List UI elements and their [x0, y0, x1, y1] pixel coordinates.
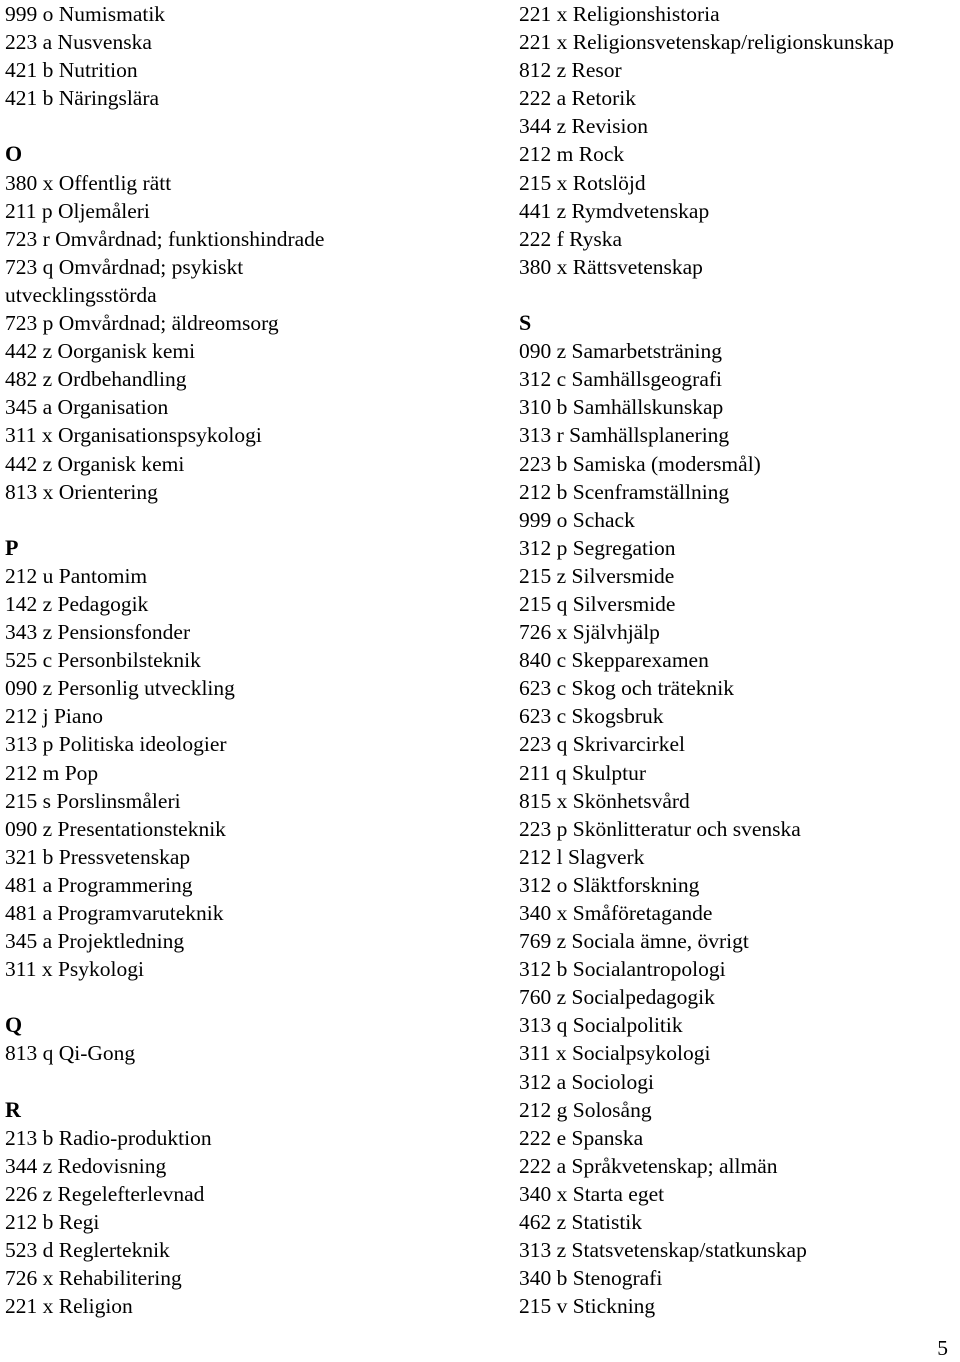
index-entry: 312 b Socialantropologi — [519, 957, 726, 982]
index-entry: 215 x Rotslöjd — [519, 170, 646, 195]
index-entry: 380 x Offentlig rätt — [5, 170, 172, 195]
index-entry: 223 q Skrivarcirkel — [519, 732, 685, 757]
index-entry: 311 x Socialpsykologi — [519, 1041, 711, 1066]
index-entry: 212 b Scenframställning — [519, 479, 730, 504]
index-entry: 090 z Presentationsteknik — [5, 816, 226, 841]
index-entry: 442 z Organisk kemi — [5, 451, 185, 476]
index-entry: 313 p Politiska ideologier — [5, 732, 227, 757]
left-column — [5, 0, 505, 1320]
index-entry: 421 b Nutrition — [5, 58, 138, 83]
index-entry: 212 u Pantomim — [5, 563, 148, 588]
section-letter-heading: R — [5, 1096, 21, 1122]
index-entry: 726 x Rehabilitering — [5, 1266, 182, 1291]
index-entry: 343 z Pensionsfonder — [5, 620, 191, 645]
blank-line — [5, 112, 505, 140]
index-entry: 222 a Språkvetenskap; allmän — [519, 1153, 778, 1178]
index-entry: 623 c Skogsbruk — [519, 704, 664, 729]
index-entry: 222 a Retorik — [519, 86, 637, 111]
index-entry: 769 z Sociala ämne, övrigt — [519, 929, 749, 954]
index-entry: 215 q Silversmide — [519, 591, 676, 616]
index-entry: 310 b Samhällskunskap — [519, 395, 724, 420]
section-letter-heading: O — [5, 141, 23, 167]
index-entry: 442 z Oorganisk kemi — [5, 339, 196, 364]
index-entry: 525 c Personbilsteknik — [5, 648, 201, 673]
index-entry: 223 p Skönlitteratur och svenska — [519, 816, 801, 841]
index-entry: 344 z Redovisning — [5, 1153, 167, 1178]
index-entry: 221 x Religionsvetenskap/religionskunskap — [519, 30, 895, 55]
index-entry: 223 a Nusvenska — [5, 30, 152, 55]
index-entry: 311 x Psykologi — [5, 957, 144, 982]
index-entry: 312 c Samhällsgeografi — [519, 367, 723, 392]
index-entry: 313 z Statsvetenskap/statkunskap — [519, 1238, 807, 1263]
index-entry: 212 b Regi — [5, 1210, 100, 1235]
index-entry: 340 x Starta eget — [519, 1181, 665, 1206]
page-number: 5 — [937, 1336, 948, 1360]
blank-line — [5, 983, 505, 1011]
index-entry: 840 c Skepparexamen — [519, 648, 709, 673]
index-entry: 142 z Pedagogik — [5, 591, 149, 616]
index-entry: 340 b Stenografi — [519, 1266, 663, 1291]
index-entry: 212 g Solosång — [519, 1097, 652, 1122]
index-entry: 212 j Piano — [5, 704, 103, 729]
index-entry: 760 z Socialpedagogik — [519, 985, 715, 1010]
index-entry: 812 z Resor — [519, 58, 622, 83]
index-entry: 726 x Självhjälp — [519, 620, 660, 645]
index-entry: 380 x Rättsvetenskap — [519, 254, 703, 279]
index-entry: 211 p Oljemåleri — [5, 198, 150, 223]
index-entry: 441 z Rymdvetenskap — [519, 198, 710, 223]
index-entry: 723 q Omvårdnad; psykiskt — [5, 254, 244, 279]
index-entry: 312 p Segregation — [519, 535, 676, 560]
index-entry: 312 o Släktforskning — [519, 872, 700, 897]
right-column — [519, 0, 955, 1320]
section-letter-heading: S — [519, 310, 532, 336]
index-entry: 211 q Skulptur — [519, 760, 647, 785]
blank-line — [5, 1068, 505, 1096]
index-entry: 462 z Statistik — [519, 1210, 643, 1235]
section-letter-heading: P — [5, 534, 19, 560]
index-entry: 345 a Projektledning — [5, 929, 185, 954]
blank-line — [5, 506, 505, 534]
index-entry: 226 z Regelefterlevnad — [5, 1181, 205, 1206]
index-entry: 222 e Spanska — [519, 1125, 644, 1150]
index-entry: 090 z Samarbetsträning — [519, 339, 723, 364]
index-entry: 345 a Organisation — [5, 395, 169, 420]
index-entry: 340 x Småföretagande — [519, 901, 713, 925]
index-entry: 212 m Rock — [519, 142, 625, 167]
index-entry: 813 q Qi-Gong — [5, 1041, 136, 1066]
index-entry: 481 a Programmering — [5, 872, 193, 897]
index-entry: 482 z Ordbehandling — [5, 367, 187, 392]
index-entry: 215 s Porslinsmåleri — [5, 788, 181, 813]
blank-line — [519, 281, 955, 309]
index-entry: 215 v Stickning — [519, 1294, 656, 1319]
index-entry: 313 r Samhällsplanering — [519, 423, 730, 448]
index-entry: 212 l Slagverk — [519, 844, 645, 869]
index-entry: 223 b Samiska (modersmål) — [519, 451, 761, 476]
index-entry: 213 b Radio-produktion — [5, 1125, 212, 1150]
index-entry: 212 m Pop — [5, 760, 99, 785]
index-entry: 222 f Ryska — [519, 226, 623, 251]
index-entry: 344 z Revision — [519, 114, 648, 139]
index-entry: 723 p Omvårdnad; äldreomsorg — [5, 311, 279, 336]
index-entry: 815 x Skönhetsvård — [519, 788, 690, 813]
index-entry: utvecklingsstörda — [5, 282, 157, 307]
section-letter-heading: Q — [5, 1012, 23, 1038]
index-entry: 999 o Numismatik — [5, 2, 166, 26]
index-entry: 623 c Skog och träteknik — [519, 676, 734, 701]
index-entry: 723 r Omvårdnad; funktionshindrade — [5, 226, 325, 251]
index-entry: 421 b Näringslära — [5, 86, 160, 111]
index-entry: 215 z Silversmide — [519, 563, 675, 588]
index-entry: 312 a Sociologi — [519, 1069, 654, 1094]
index-entry: 813 x Orientering — [5, 479, 158, 504]
index-entry: 313 q Socialpolitik — [519, 1013, 683, 1038]
index-entry: 311 x Organisationspsykologi — [5, 423, 262, 448]
index-entry: 090 z Personlig utveckling — [5, 676, 235, 701]
index-entry: 321 b Pressvetenskap — [5, 844, 191, 869]
index-entry: 481 a Programvaruteknik — [5, 901, 224, 925]
index-entry: 999 o Schack — [519, 507, 635, 532]
index-entry: 221 x Religionshistoria — [519, 2, 720, 26]
index-entry: 221 x Religion — [5, 1294, 133, 1319]
index-entry: 523 d Reglerteknik — [5, 1238, 170, 1263]
